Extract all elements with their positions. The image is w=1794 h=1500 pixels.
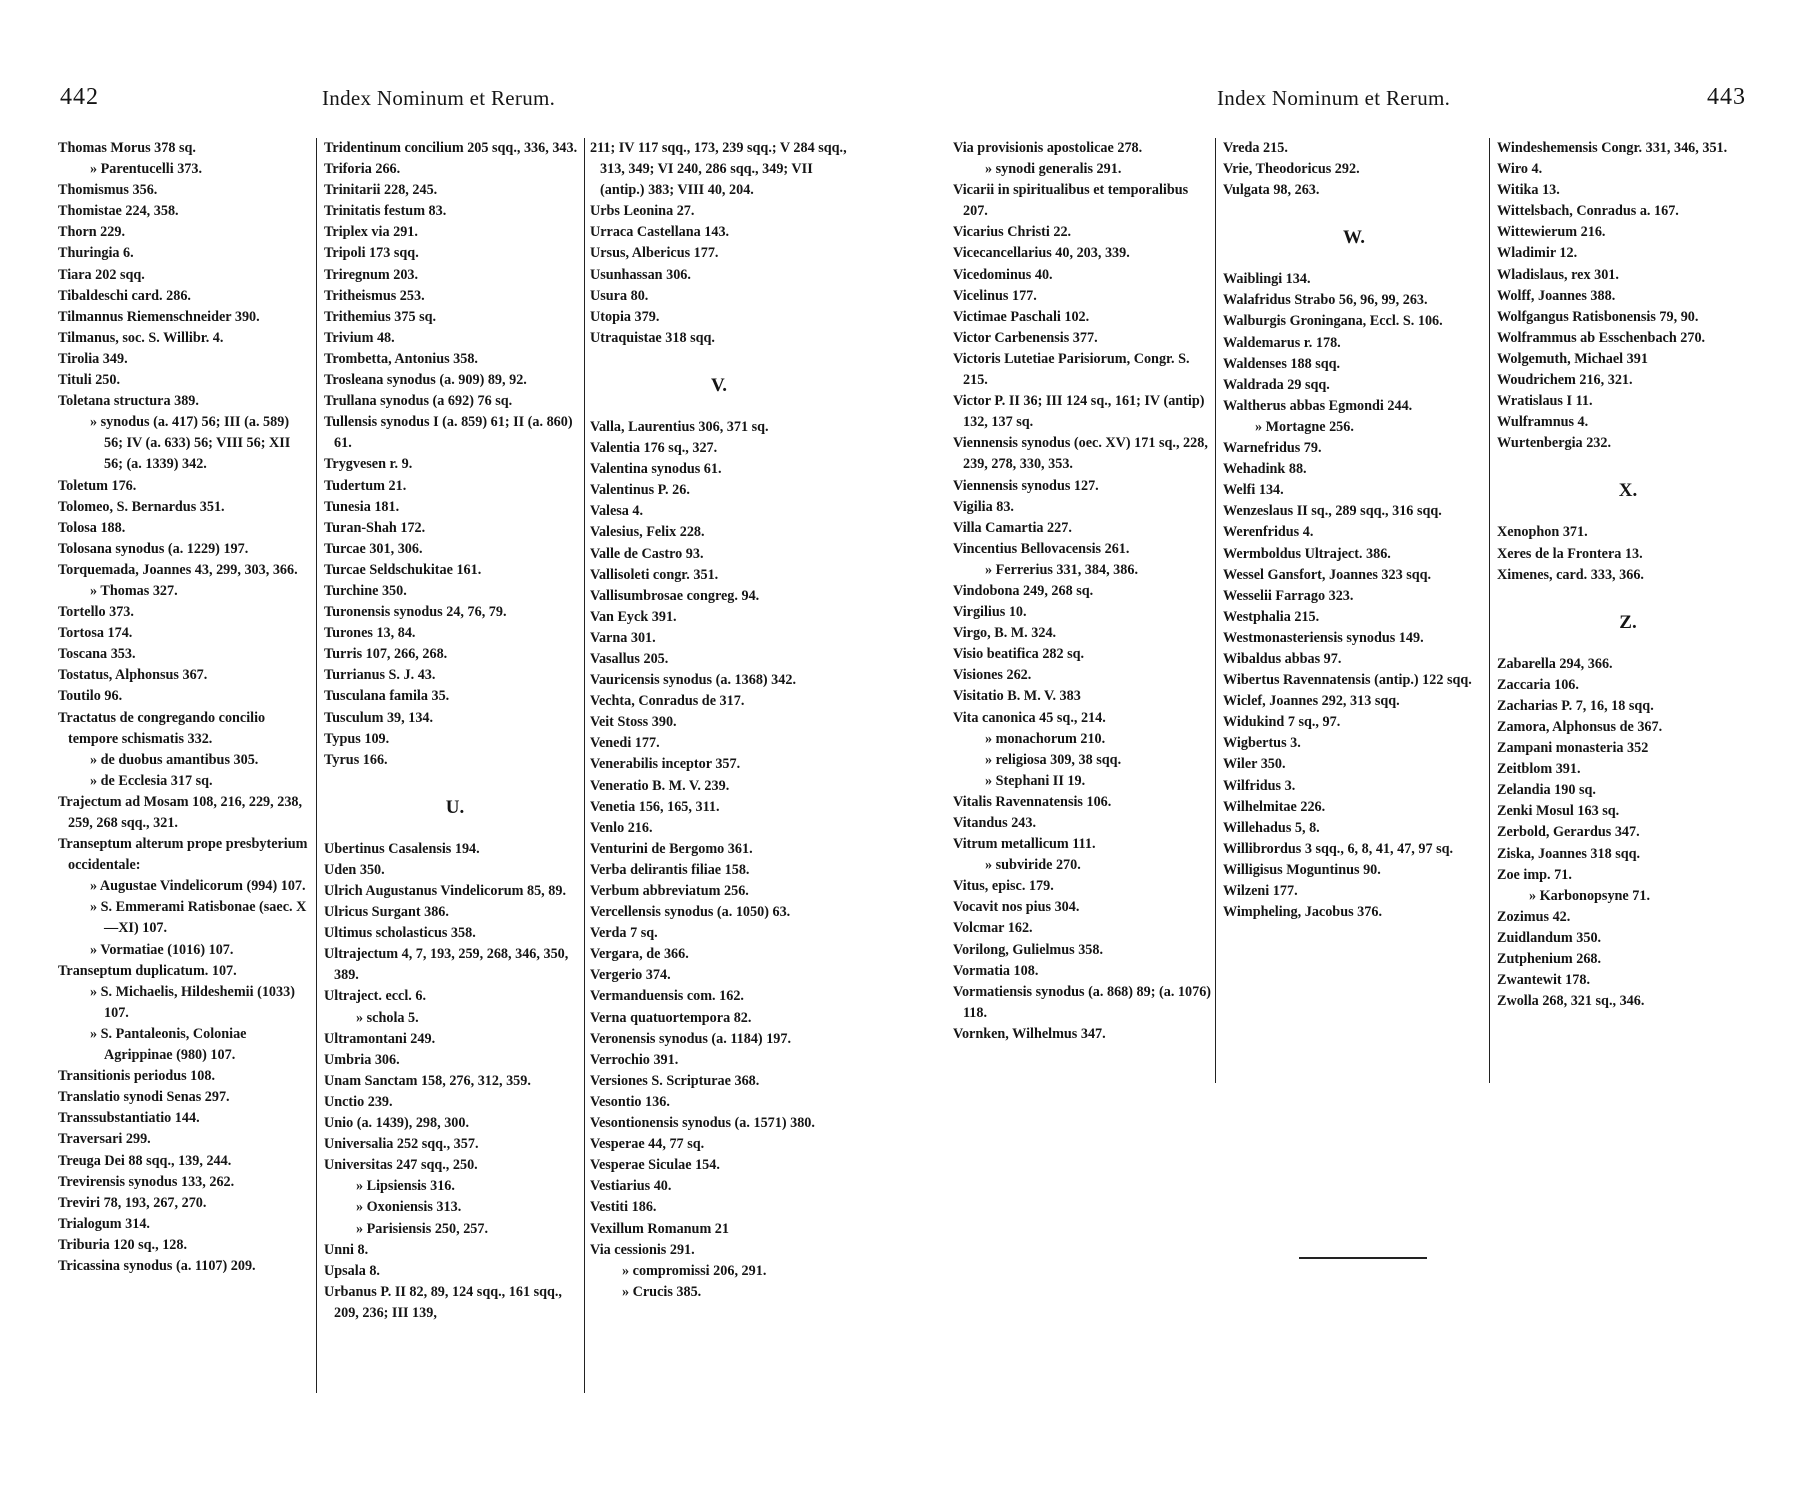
index-entry: Volcmar 162. bbox=[953, 920, 1033, 937]
index-entry: Zamora, Alphonsus de 367. bbox=[1497, 718, 1663, 735]
index-entry: Vergara, de 366. bbox=[590, 946, 689, 963]
index-entry: Vicedominus 40. bbox=[953, 266, 1053, 283]
column-rule bbox=[584, 138, 585, 1393]
index-subentry: » Vormatiae (1016) 107. bbox=[58, 940, 310, 961]
index-entry: Tolosa 188. bbox=[58, 519, 126, 536]
index-entry: Trialogum 314. bbox=[58, 1215, 150, 1232]
index-entry: Triburia 120 sq., 128. bbox=[58, 1236, 188, 1253]
index-entry: Triforia 266. bbox=[324, 161, 401, 178]
index-entry: Vindobona 249, 268 sq. bbox=[953, 582, 1094, 599]
index-entry: Toletum 176. bbox=[58, 477, 137, 494]
section-letter: U. bbox=[445, 796, 465, 818]
index-entry: Vicecancellarius 40, 203, 339. bbox=[953, 245, 1130, 262]
index-entry: Ziska, Joannes 318 sqq. bbox=[1497, 845, 1641, 862]
index-entry: Trullana synodus (a 692) 76 sq. bbox=[324, 393, 513, 410]
index-entry: Wilhelmitae 226. bbox=[1223, 798, 1326, 815]
index-subentry: » Mortagne 256. bbox=[1223, 417, 1485, 438]
index-entry: Veneratio B. M. V. 239. bbox=[590, 777, 730, 794]
index-subentry: » Stephani II 19. bbox=[953, 771, 1211, 792]
index-entry: Trajectum ad Mosam 108, 216, 229, 238, 259, 268 sqq., 321. bbox=[58, 793, 303, 831]
index-entry: Vesperae Siculae 154. bbox=[590, 1157, 720, 1174]
index-entry: Willehadus 5, 8. bbox=[1223, 819, 1320, 836]
index-subentry: » Parisiensis 250, 257. bbox=[324, 1219, 586, 1240]
index-entry: Wimpheling, Jacobus 376. bbox=[1223, 904, 1382, 921]
index-entry: Victimae Paschali 102. bbox=[953, 308, 1090, 325]
index-entry: Zwantewit 178. bbox=[1497, 972, 1591, 989]
index-entry: Veit Stoss 390. bbox=[590, 714, 677, 731]
index-subentry: » S. Emmerami Ratisbonae (saec. X—XI) 107. bbox=[58, 897, 310, 939]
index-entry: Venturini de Bergomo 361. bbox=[590, 840, 753, 857]
index-entry: Zacharias P. 7, 16, 18 sqq. bbox=[1497, 697, 1654, 714]
page-number: 442 bbox=[60, 84, 99, 110]
index-entry: Wehadink 88. bbox=[1223, 461, 1307, 478]
index-entry: Vicarii in spiritualibus et temporalibus 207. bbox=[953, 182, 1189, 220]
index-entry: Turris 107, 266, 268. bbox=[324, 646, 448, 663]
index-entry: Turcae Seldschukitae 161. bbox=[324, 561, 482, 578]
index-entry: Urbs Leonina 27. bbox=[590, 203, 695, 220]
index-entry: Venetia 156, 165, 311. bbox=[590, 798, 720, 815]
index-entry: Vergerio 374. bbox=[590, 967, 671, 984]
index-entry: Vocavit nos pius 304. bbox=[953, 899, 1080, 916]
index-entry: Vitalis Ravennatensis 106. bbox=[953, 793, 1112, 810]
index-entry: Thorn 229. bbox=[58, 224, 126, 241]
index-entry: Universalia 252 sqq., 357. bbox=[324, 1136, 479, 1153]
index-entry: Transeptum alterum prope presbyterium occidentale: bbox=[58, 836, 308, 874]
index-entry: Wurtenbergia 232. bbox=[1497, 435, 1612, 452]
index-subentry: » S. Michaelis, Hildeshemii (1033) 107. bbox=[58, 982, 310, 1024]
index-entry: Widukind 7 sq., 97. bbox=[1223, 714, 1341, 731]
index-entry: Versiones S. Scripturae 368. bbox=[590, 1072, 760, 1089]
index-entry: Tortosa 174. bbox=[58, 625, 133, 642]
index-entry: Turcae 301, 306. bbox=[324, 540, 423, 557]
index-subentry: » synodus (a. 417) 56; III (a. 589) 56; IV (a. 633) 56; VIII 56; XII 56; (a. 1339) 342. bbox=[58, 412, 310, 475]
index-entry: Wiclef, Joannes 292, 313 sqq. bbox=[1223, 693, 1400, 710]
index-entry: Tortello 373. bbox=[58, 604, 134, 621]
index-entry: Valesius, Felix 228. bbox=[590, 524, 705, 541]
index-entry: Verba delirantis filiae 158. bbox=[590, 861, 750, 878]
index-entry: Triplex via 291. bbox=[324, 224, 418, 241]
index-entry: Victor Carbenensis 377. bbox=[953, 329, 1098, 346]
index-entry: Walafridus Strabo 56, 96, 99, 263. bbox=[1223, 292, 1428, 309]
index-entry: Wulframnus 4. bbox=[1497, 414, 1589, 431]
index-subentry: » Thomas 327. bbox=[58, 581, 310, 602]
index-entry: Traversari 299. bbox=[58, 1131, 151, 1148]
index-entry: Zerbold, Gerardus 347. bbox=[1497, 824, 1640, 841]
right-page bbox=[897, 0, 1794, 1500]
index-entry: Tritheismus 253. bbox=[324, 287, 425, 304]
index-subentry: » Augustae Vindelicorum (994) 107. bbox=[58, 876, 310, 897]
column-rule bbox=[316, 138, 317, 1393]
index-entry: Turonensis synodus 24, 76, 79. bbox=[324, 604, 507, 621]
index-entry: Tibaldeschi card. 286. bbox=[58, 287, 191, 304]
index-subentry: » Crucis 385. bbox=[590, 1282, 848, 1303]
index-entry: Zenki Mosul 163 sq. bbox=[1497, 803, 1620, 820]
index-entry: Wermboldus Ultraject. 386. bbox=[1223, 545, 1391, 562]
index-entry: 211; IV 117 sqq., 173, 239 sqq.; V 284 sqq., 313, 349; VI 240, 286 sqq., 349; VII (antip.) 383; VIII 40, 204. bbox=[590, 140, 847, 199]
index-entry: Transeptum duplicatum. 107. bbox=[58, 962, 237, 979]
index-entry: Trinitarii 228, 245. bbox=[324, 182, 438, 199]
index-entry: Wolframmus ab Esschenbach 270. bbox=[1497, 329, 1706, 346]
index-entry: Vormatia 108. bbox=[953, 962, 1039, 979]
index-subentry: » monachorum 210. bbox=[953, 729, 1211, 750]
index-entry: Victor P. II 36; III 124 sq., 161; IV (antip) 132, 137 sq. bbox=[953, 393, 1205, 431]
index-entry: Trygvesen r. 9. bbox=[324, 456, 413, 473]
index-entry: Vitus, episc. 179. bbox=[953, 878, 1054, 895]
index-entry: Zwolla 268, 321 sq., 346. bbox=[1497, 993, 1645, 1010]
index-entry: Victoris Lutetiae Parisiorum, Congr. S. 215. bbox=[953, 350, 1190, 389]
index-entry: Tusculum 39, 134. bbox=[324, 709, 434, 726]
index-entry: Toutilo 96. bbox=[58, 688, 123, 705]
index-entry: Upsala 8. bbox=[324, 1262, 380, 1279]
index-entry: Waldenses 188 sqq. bbox=[1223, 355, 1341, 372]
index-entry: Veronensis synodus (a. 1184) 197. bbox=[590, 1030, 792, 1047]
index-entry: Trosleana synodus (a. 909) 89, 92. bbox=[324, 372, 527, 389]
index-entry: Tolosana synodus (a. 1229) 197. bbox=[58, 540, 249, 557]
index-entry: Wesselii Farrago 323. bbox=[1223, 587, 1354, 604]
index-entry: Wibaldus abbas 97. bbox=[1223, 650, 1342, 667]
index-subentry: » subviride 270. bbox=[953, 855, 1211, 876]
index-entry: Ursus, Albericus 177. bbox=[590, 245, 719, 262]
index-entry: Ulrich Augustanus Vindelicorum 85, 89. bbox=[324, 883, 567, 899]
index-entry: Valla, Laurentius 306, 371 sq. bbox=[590, 418, 769, 435]
index-entry: Wigbertus 3. bbox=[1223, 735, 1301, 752]
running-head: Index Nominum et Rerum. bbox=[1217, 86, 1451, 110]
index-entry: Vorilong, Gulielmus 358. bbox=[953, 941, 1104, 958]
index-entry: Vechta, Conradus de 317. bbox=[590, 693, 745, 710]
index-column bbox=[590, 138, 848, 1303]
section-letter: X. bbox=[1618, 480, 1638, 502]
index-entry: Trinitatis festum 83. bbox=[324, 203, 447, 220]
index-entry: Waltherus abbas Egmondi 244. bbox=[1223, 397, 1413, 414]
index-entry: Vreda 215. bbox=[1223, 140, 1288, 156]
index-entry: Viennensis synodus (oec. XV) 171 sq., 228, 239, 278, 330, 353. bbox=[953, 435, 1208, 473]
column-rule bbox=[1215, 138, 1216, 1083]
index-entry: Venedi 177. bbox=[590, 735, 660, 752]
index-entry: Werenfridus 4. bbox=[1223, 524, 1314, 541]
index-entry: Thomismus 356. bbox=[58, 182, 158, 199]
index-subentry: » Oxoniensis 313. bbox=[324, 1197, 586, 1218]
index-entry: Ubertinus Casalensis 194. bbox=[324, 840, 480, 857]
index-entry: Trombetta, Antonius 358. bbox=[324, 350, 478, 367]
index-entry: Windeshemensis Congr. 331, 346, 351. bbox=[1497, 140, 1728, 156]
index-entry: Wolfgangus Ratisbonensis 79, 90. bbox=[1497, 308, 1699, 325]
index-entry: Westmonasteriensis synodus 149. bbox=[1223, 629, 1424, 646]
index-entry: Vitrum metallicum 111. bbox=[953, 836, 1096, 853]
index-subentry: » religiosa 309, 38 sqq. bbox=[953, 750, 1211, 771]
index-column bbox=[953, 138, 1211, 1045]
index-entry: Vicarius Christi 22. bbox=[953, 224, 1072, 241]
index-entry: Xeres de la Frontera 13. bbox=[1497, 545, 1643, 562]
index-entry: Ximenes, card. 333, 366. bbox=[1497, 566, 1644, 583]
index-entry: Usunhassan 306. bbox=[590, 266, 691, 283]
index-entry: Tunesia 181. bbox=[324, 498, 400, 515]
index-entry: Tolomeo, S. Bernardus 351. bbox=[58, 498, 225, 515]
index-entry: Wilfridus 3. bbox=[1223, 777, 1296, 794]
index-entry: Vesontio 136. bbox=[590, 1093, 670, 1110]
index-entry: Tiara 202 sqq. bbox=[58, 266, 145, 283]
index-entry: Vita canonica 45 sq., 214. bbox=[953, 709, 1106, 726]
index-entry: Zaccaria 106. bbox=[1497, 676, 1579, 693]
section-letter: W. bbox=[1342, 227, 1365, 249]
index-entry: Ulricus Surgant 386. bbox=[324, 904, 449, 921]
index-entry: Thuringia 6. bbox=[58, 245, 134, 262]
index-entry: Verrochio 391. bbox=[590, 1051, 679, 1068]
index-entry: Urbanus P. II 82, 89, 124 sqq., 161 sqq., 209, 236; III 139, bbox=[324, 1283, 562, 1321]
index-entry: Utopia 379. bbox=[590, 308, 660, 325]
index-entry: Zabarella 294, 366. bbox=[1497, 655, 1613, 672]
index-column bbox=[1497, 138, 1759, 1012]
index-entry: Toletana structura 389. bbox=[58, 393, 199, 410]
index-entry: Tricassina synodus (a. 1107) 209. bbox=[58, 1257, 256, 1274]
section-letter: V. bbox=[710, 374, 728, 396]
index-entry: Tractatus de congregando concilio tempore schismatis 332. bbox=[58, 709, 266, 747]
index-entry: Unam Sanctam 158, 276, 312, 359. bbox=[324, 1072, 531, 1089]
index-entry: Zeitblom 391. bbox=[1497, 761, 1581, 778]
index-entry: Zoe imp. 71. bbox=[1497, 866, 1572, 883]
index-entry: Ultimus scholasticus 358. bbox=[324, 925, 476, 942]
index-entry: Tituli 250. bbox=[58, 372, 121, 389]
index-entry: Vulgata 98, 263. bbox=[1223, 182, 1320, 199]
index-entry: Willigisus Moguntinus 90. bbox=[1223, 861, 1381, 878]
index-entry: Uden 350. bbox=[324, 861, 385, 878]
page-number: 443 bbox=[1707, 84, 1746, 110]
index-entry: Valentina synodus 61. bbox=[590, 461, 722, 478]
index-entry: Treviri 78, 193, 267, 270. bbox=[58, 1194, 207, 1211]
index-entry: Wratislaus I 11. bbox=[1497, 393, 1593, 410]
index-entry: Trivium 48. bbox=[324, 329, 395, 346]
index-entry: Tripoli 173 sqq. bbox=[324, 245, 419, 262]
index-entry: Tostatus, Alphonsus 367. bbox=[58, 667, 208, 684]
index-entry: Witika 13. bbox=[1497, 182, 1560, 199]
index-entry: Zampani monasteria 352 bbox=[1497, 740, 1649, 757]
index-entry: Vornken, Wilhelmus 347. bbox=[953, 1025, 1106, 1042]
index-subentry: » Parentucelli 373. bbox=[58, 159, 310, 180]
index-entry: Wladislaus, rex 301. bbox=[1497, 266, 1619, 283]
index-entry: Willibrordus 3 sqq., 6, 8, 41, 47, 97 sq. bbox=[1223, 840, 1454, 857]
index-column bbox=[324, 138, 586, 1324]
index-subentry: » Ferrerius 331, 384, 386. bbox=[953, 560, 1211, 581]
index-entry: Vigilia 83. bbox=[953, 498, 1014, 515]
index-subentry: » de duobus amantibus 305. bbox=[58, 750, 310, 771]
index-entry: Wittewierum 216. bbox=[1497, 224, 1606, 241]
index-entry: Transitionis periodus 108. bbox=[58, 1068, 216, 1085]
index-entry: Visio beatifica 282 sq. bbox=[953, 646, 1085, 663]
index-entry: Zozimus 42. bbox=[1497, 908, 1571, 925]
index-entry: Tullensis synodus I (a. 859) 61; II (a. 860) 61. bbox=[324, 414, 573, 452]
index-entry: Wessel Gansfort, Joannes 323 sqq. bbox=[1223, 566, 1432, 583]
index-entry: Translatio synodi Senas 297. bbox=[58, 1089, 230, 1106]
index-subentry: » schola 5. bbox=[324, 1008, 586, 1029]
index-entry: Wolff, Joannes 388. bbox=[1497, 287, 1616, 304]
index-entry: Usura 80. bbox=[590, 287, 649, 304]
index-entry: Wiro 4. bbox=[1497, 161, 1543, 178]
index-entry: Via cessionis 291. bbox=[590, 1241, 695, 1258]
index-entry: Varna 301. bbox=[590, 629, 656, 646]
index-entry: Visiones 262. bbox=[953, 667, 1032, 684]
index-entry: Vercellensis synodus (a. 1050) 63. bbox=[590, 904, 791, 921]
index-entry: Vincentius Bellovacensis 261. bbox=[953, 540, 1130, 557]
index-entry: Verda 7 sq. bbox=[590, 925, 658, 942]
index-entry: Waldemarus r. 178. bbox=[1223, 334, 1341, 351]
index-entry: Visitatio B. M. V. 383 bbox=[953, 688, 1081, 705]
index-entry: Westphalia 215. bbox=[1223, 608, 1320, 625]
index-entry: Ultrajectum 4, 7, 193, 259, 268, 346, 350, 389. bbox=[324, 946, 569, 984]
end-rule bbox=[1299, 1257, 1427, 1259]
index-entry: Vermanduensis com. 162. bbox=[590, 988, 744, 1005]
index-entry: Vormatiensis synodus (a. 868) 89; (a. 1076) 118. bbox=[953, 983, 1212, 1021]
index-entry: Waiblingi 134. bbox=[1223, 271, 1311, 288]
index-entry: Van Eyck 391. bbox=[590, 608, 677, 625]
index-entry: Toscana 353. bbox=[58, 646, 136, 663]
index-subentry: » synodi generalis 291. bbox=[953, 159, 1211, 180]
index-entry: Valesa 4. bbox=[590, 503, 644, 520]
index-entry: Treuga Dei 88 sqq., 139, 244. bbox=[58, 1152, 232, 1169]
index-entry: Warnefridus 79. bbox=[1223, 440, 1322, 457]
index-entry: Turones 13, 84. bbox=[324, 625, 416, 642]
index-entry: Unio (a. 1439), 298, 300. bbox=[324, 1115, 470, 1132]
index-entry: Umbria 306. bbox=[324, 1051, 400, 1068]
index-entry: Tridentinum concilium 205 sqq., 336, 343. bbox=[324, 140, 578, 156]
index-entry: Typus 109. bbox=[324, 730, 390, 747]
index-entry: Wolgemuth, Michael 391 bbox=[1497, 350, 1648, 367]
index-entry: Ultraject. eccl. 6. bbox=[324, 988, 427, 1005]
index-entry: Unctio 239. bbox=[324, 1093, 393, 1110]
index-entry: Walburgis Groningana, Eccl. S. 106. bbox=[1223, 313, 1443, 330]
index-entry: Vallisumbrosae congreg. 94. bbox=[590, 587, 760, 604]
index-entry: Wladimir 12. bbox=[1497, 245, 1578, 262]
index-entry: Thomistae 224, 358. bbox=[58, 203, 179, 220]
index-entry: Tudertum 21. bbox=[324, 477, 407, 494]
index-entry: Wilzeni 177. bbox=[1223, 883, 1298, 899]
index-entry: Woudrichem 216, 321. bbox=[1497, 372, 1633, 389]
index-entry: Vestiarius 40. bbox=[590, 1178, 672, 1195]
index-entry: Tirolia 349. bbox=[58, 350, 128, 367]
index-entry: Venlo 216. bbox=[590, 819, 653, 836]
index-entry: Valentinus P. 26. bbox=[590, 482, 690, 499]
index-entry: Verbum abbreviatum 256. bbox=[590, 883, 749, 899]
index-entry: Trithemius 375 sq. bbox=[324, 308, 437, 325]
index-entry: Turchine 350. bbox=[324, 582, 407, 599]
index-entry: Verna quatuortempora 82. bbox=[590, 1009, 752, 1026]
index-entry: Tyrus 166. bbox=[324, 751, 388, 768]
index-entry: Transsubstantiatio 144. bbox=[58, 1110, 200, 1127]
index-entry: Vesperae 44, 77 sq. bbox=[590, 1136, 705, 1153]
index-entry: Venerabilis inceptor 357. bbox=[590, 756, 741, 773]
index-entry: Vesontionensis synodus (a. 1571) 380. bbox=[590, 1115, 815, 1132]
index-entry: Tilmannus Riemenschneider 390. bbox=[58, 308, 260, 325]
index-entry: Vauricensis synodus (a. 1368) 342. bbox=[590, 672, 797, 689]
index-entry: Ultramontani 249. bbox=[324, 1030, 436, 1047]
index-entry: Vasallus 205. bbox=[590, 650, 669, 667]
index-entry: Vicelinus 177. bbox=[953, 287, 1037, 304]
index-entry: Zutphenium 268. bbox=[1497, 951, 1602, 967]
index-subentry: » compromissi 206, 291. bbox=[590, 1261, 848, 1282]
index-entry: Welfi 134. bbox=[1223, 482, 1284, 499]
index-entry: Vestiti 186. bbox=[590, 1199, 657, 1216]
index-entry: Vallisoleti congr. 351. bbox=[590, 566, 719, 583]
index-entry: Turan-Shah 172. bbox=[324, 519, 426, 536]
index-entry: Torquemada, Joannes 43, 299, 303, 366. bbox=[58, 561, 298, 578]
index-column bbox=[1223, 138, 1485, 923]
index-entry: Xenophon 371. bbox=[1497, 524, 1588, 541]
index-entry: Zuidlandum 350. bbox=[1497, 929, 1602, 946]
running-head: Index Nominum et Rerum. bbox=[322, 86, 556, 110]
index-entry: Urraca Castellana 143. bbox=[590, 224, 730, 241]
index-entry: Wenzeslaus II sq., 289 sqq., 316 sqq. bbox=[1223, 503, 1442, 520]
index-entry: Virgilius 10. bbox=[953, 604, 1027, 621]
index-subentry: » Karbonopsyne 71. bbox=[1497, 886, 1759, 907]
index-entry: Wittelsbach, Conradus a. 167. bbox=[1497, 203, 1679, 220]
index-entry: Waldrada 29 sqq. bbox=[1223, 376, 1330, 393]
index-subentry: » de Ecclesia 317 sq. bbox=[58, 771, 310, 792]
index-entry: Vrie, Theodoricus 292. bbox=[1223, 161, 1360, 178]
index-entry: Valentia 176 sq., 327. bbox=[590, 440, 718, 457]
index-entry: Zelandia 190 sq. bbox=[1497, 782, 1596, 799]
index-entry: Viennensis synodus 127. bbox=[953, 477, 1099, 494]
index-entry: Tilmanus, soc. S. Willibr. 4. bbox=[58, 329, 224, 346]
index-entry: Vitandus 243. bbox=[953, 815, 1037, 831]
index-column bbox=[58, 138, 310, 1277]
index-entry: Utraquistae 318 sqq. bbox=[590, 329, 715, 346]
index-entry: Vexillum Romanum 21 bbox=[590, 1220, 729, 1237]
index-entry: Valle de Castro 93. bbox=[590, 545, 704, 562]
index-entry: Universitas 247 sqq., 250. bbox=[324, 1157, 478, 1174]
index-entry: Turrianus S. J. 43. bbox=[324, 667, 436, 684]
column-rule bbox=[1489, 138, 1490, 1083]
index-entry: Wiler 350. bbox=[1223, 756, 1286, 773]
index-subentry: » Lipsiensis 316. bbox=[324, 1176, 586, 1197]
index-entry: Tusculana famila 35. bbox=[324, 688, 450, 705]
index-entry: Unni 8. bbox=[324, 1241, 369, 1258]
index-entry: Virgo, B. M. 324. bbox=[953, 625, 1057, 642]
index-entry: Trevirensis synodus 133, 262. bbox=[58, 1173, 235, 1190]
index-entry: Wibertus Ravennatensis (antip.) 122 sqq. bbox=[1223, 672, 1472, 689]
section-letter: Z. bbox=[1619, 611, 1637, 633]
index-entry: Thomas Morus 378 sq. bbox=[58, 140, 196, 156]
index-entry: Villa Camartia 227. bbox=[953, 519, 1072, 536]
index-subentry: » S. Pantaleonis, Coloniae Agrippinae (980) 107. bbox=[58, 1024, 310, 1066]
index-entry: Triregnum 203. bbox=[324, 266, 419, 283]
index-entry: Via provisionis apostolicae 278. bbox=[953, 140, 1143, 156]
